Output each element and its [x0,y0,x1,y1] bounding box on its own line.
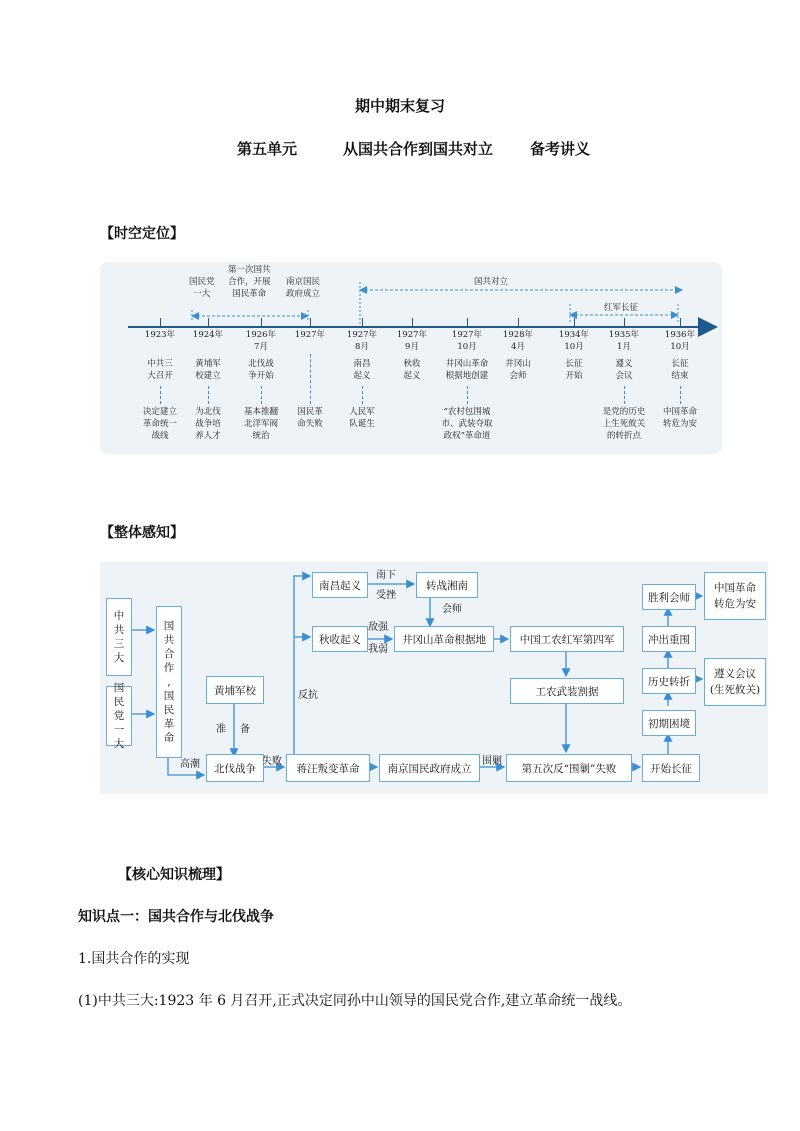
label-enemy-strong: 敌强 [368,622,388,633]
label-climax: 高潮 [180,759,200,770]
tl-confrontation-label: 国共对立 [474,277,509,287]
label-meet: 会师 [442,604,462,615]
box-nanchang: 南昌起义 [312,572,368,598]
box-ccp3: 中 共 三 大 [106,598,132,676]
timeline-event: 井冈山革命 根据地创建 [445,359,489,381]
timeline-event: 长征 结束 [671,359,689,381]
timeline-tick [624,318,625,328]
sub-heading-1: 1.国共合作的实现 [78,951,190,967]
label-prepare-2: 备 [240,724,250,735]
overview-heading: 【整体感知】 [100,525,184,541]
timeline-connector [680,386,681,404]
timeline-date: 1935年 1月 [608,330,640,352]
timeline-date: 1927年 8月 [346,330,378,352]
label-resist: 反抗 [298,690,318,701]
box-whampoa: 黄埔军校 [206,676,264,704]
timeline-event: 长征 开始 [565,359,583,381]
box-coop: 国 共 合 作 , 国 民 革 命 [156,606,182,758]
box-coup: 蒋汪叛变革命 [286,754,370,782]
timeline-tick [208,318,209,328]
point1-title: 知识点一：国共合作与北伐战争 [78,909,274,925]
timeline-tick [574,318,575,328]
timeline-date: 1923年 [144,330,176,340]
timeline-event: 秋收 起义 [403,359,421,381]
paragraph-1: (1)中共三大:1923 年 6 月召开,正式决定同孙中山领导的国民党合作,建立革命统一战线。 [78,993,632,1009]
box-safe: 中国革命 转危为安 [704,572,766,620]
tl-nanjing-label: 南京国民 政府成立 [286,277,321,299]
box-jinggang: 井冈山革命根据地 [394,626,494,652]
box-armed: 工农武装割据 [510,678,624,704]
timeline-heading: 【时空定位】 [100,226,184,242]
page-title: 期中期末复习 [354,97,445,115]
label-south: 南下 [376,570,396,581]
timeline-tick [412,318,413,328]
label-prepare-1: 准 [216,724,226,735]
core-heading: 【核心知识梳理】 [118,867,230,883]
subtitle-topic: 从国共合作到国共对立 [343,140,494,158]
tl-long-march-label: 红军长征 [604,303,639,313]
label-setback: 受挫 [376,590,396,601]
box-breakout: 冲出重围 [642,626,696,652]
tl-cooperation-label: 第一次国共 合作，开展 国民革命 [228,265,271,299]
timeline-connector [362,386,363,404]
timeline-date: 1924年 [192,330,224,340]
timeline-tick [518,318,519,328]
box-turning: 历史转折 [642,668,696,694]
timeline-note: 人民军 队诞生 [349,407,375,429]
subtitle-unit: 第五单元 [237,140,298,158]
timeline-event: 黄埔军 校建立 [195,359,221,381]
tl-kmt-congress: 国民党 一大 [189,277,215,299]
timeline-event: 井冈山 会师 [505,359,531,381]
timeline-tick [467,318,468,328]
timeline-date: 1928年 4月 [502,330,534,352]
label-we-weak: 我弱 [368,644,388,655]
timeline-connector [208,386,209,404]
timeline-date: 1927年 9月 [396,330,428,352]
box-expedition: 北伐战争 [206,754,264,782]
timeline-note: 为北伐 战争培 养人才 [195,407,221,441]
timeline-date: 1927年 10月 [451,330,483,352]
timeline-tick [680,318,681,328]
timeline-note: 国民革 命失败 [297,407,323,429]
timeline-event: 南昌 起义 [353,359,371,381]
timeline-connector [624,386,625,404]
timeline-note: 基本推翻 北洋军阀 统治 [243,407,278,441]
timeline-panel [100,262,722,454]
box-zunyi: 遵义会议 (生死攸关) [704,658,766,706]
flow-diagram [100,562,768,794]
timeline-note: “农村包围城 市、武装夺取 政权”革命道 [441,407,493,441]
box-victory: 胜利会师 [642,584,696,610]
timeline-event: 中共三 大召开 [147,359,173,381]
timeline-event: 遵义 会议 [615,359,633,381]
timeline-connector [467,386,468,404]
timeline-note: 中国革命 转危为安 [662,407,697,429]
timeline-event: 北伐战 争开始 [248,359,274,381]
timeline-date: 1934年 10月 [558,330,590,352]
box-hardship: 初期困境 [642,710,696,736]
box-fourth-army: 中国工农红军第四军 [510,626,624,652]
box-fifth: 第五次反“围剿”失败 [506,754,632,782]
box-nanjing: 南京国民政府成立 [379,754,480,782]
timeline-connector [160,386,161,404]
label-failure: 失败 [262,756,282,767]
subtitle-suffix: 备考讲义 [530,140,591,158]
timeline-connector [310,354,311,404]
timeline-tick [160,318,161,328]
timeline-note: 是党的历史 上生死攸关 的转折点 [602,407,646,441]
box-start-march: 开始长征 [642,754,700,782]
box-autumn: 秋收起义 [312,626,368,652]
timeline-tick [362,318,363,328]
timeline-connector [261,386,262,404]
box-kmt1: 国 民 党 一 大 [106,686,132,746]
timeline-date: 1927年 [294,330,326,340]
timeline-date: 1926年 7月 [245,330,277,352]
timeline-tick [310,318,311,328]
timeline-note: 决定建立 革命统一 战线 [142,407,177,441]
timeline-tick [261,318,262,328]
timeline-date: 1936年 10月 [664,330,696,352]
box-xiangnan: 转战湘南 [416,572,478,598]
label-encircle: 围剿 [482,756,502,767]
